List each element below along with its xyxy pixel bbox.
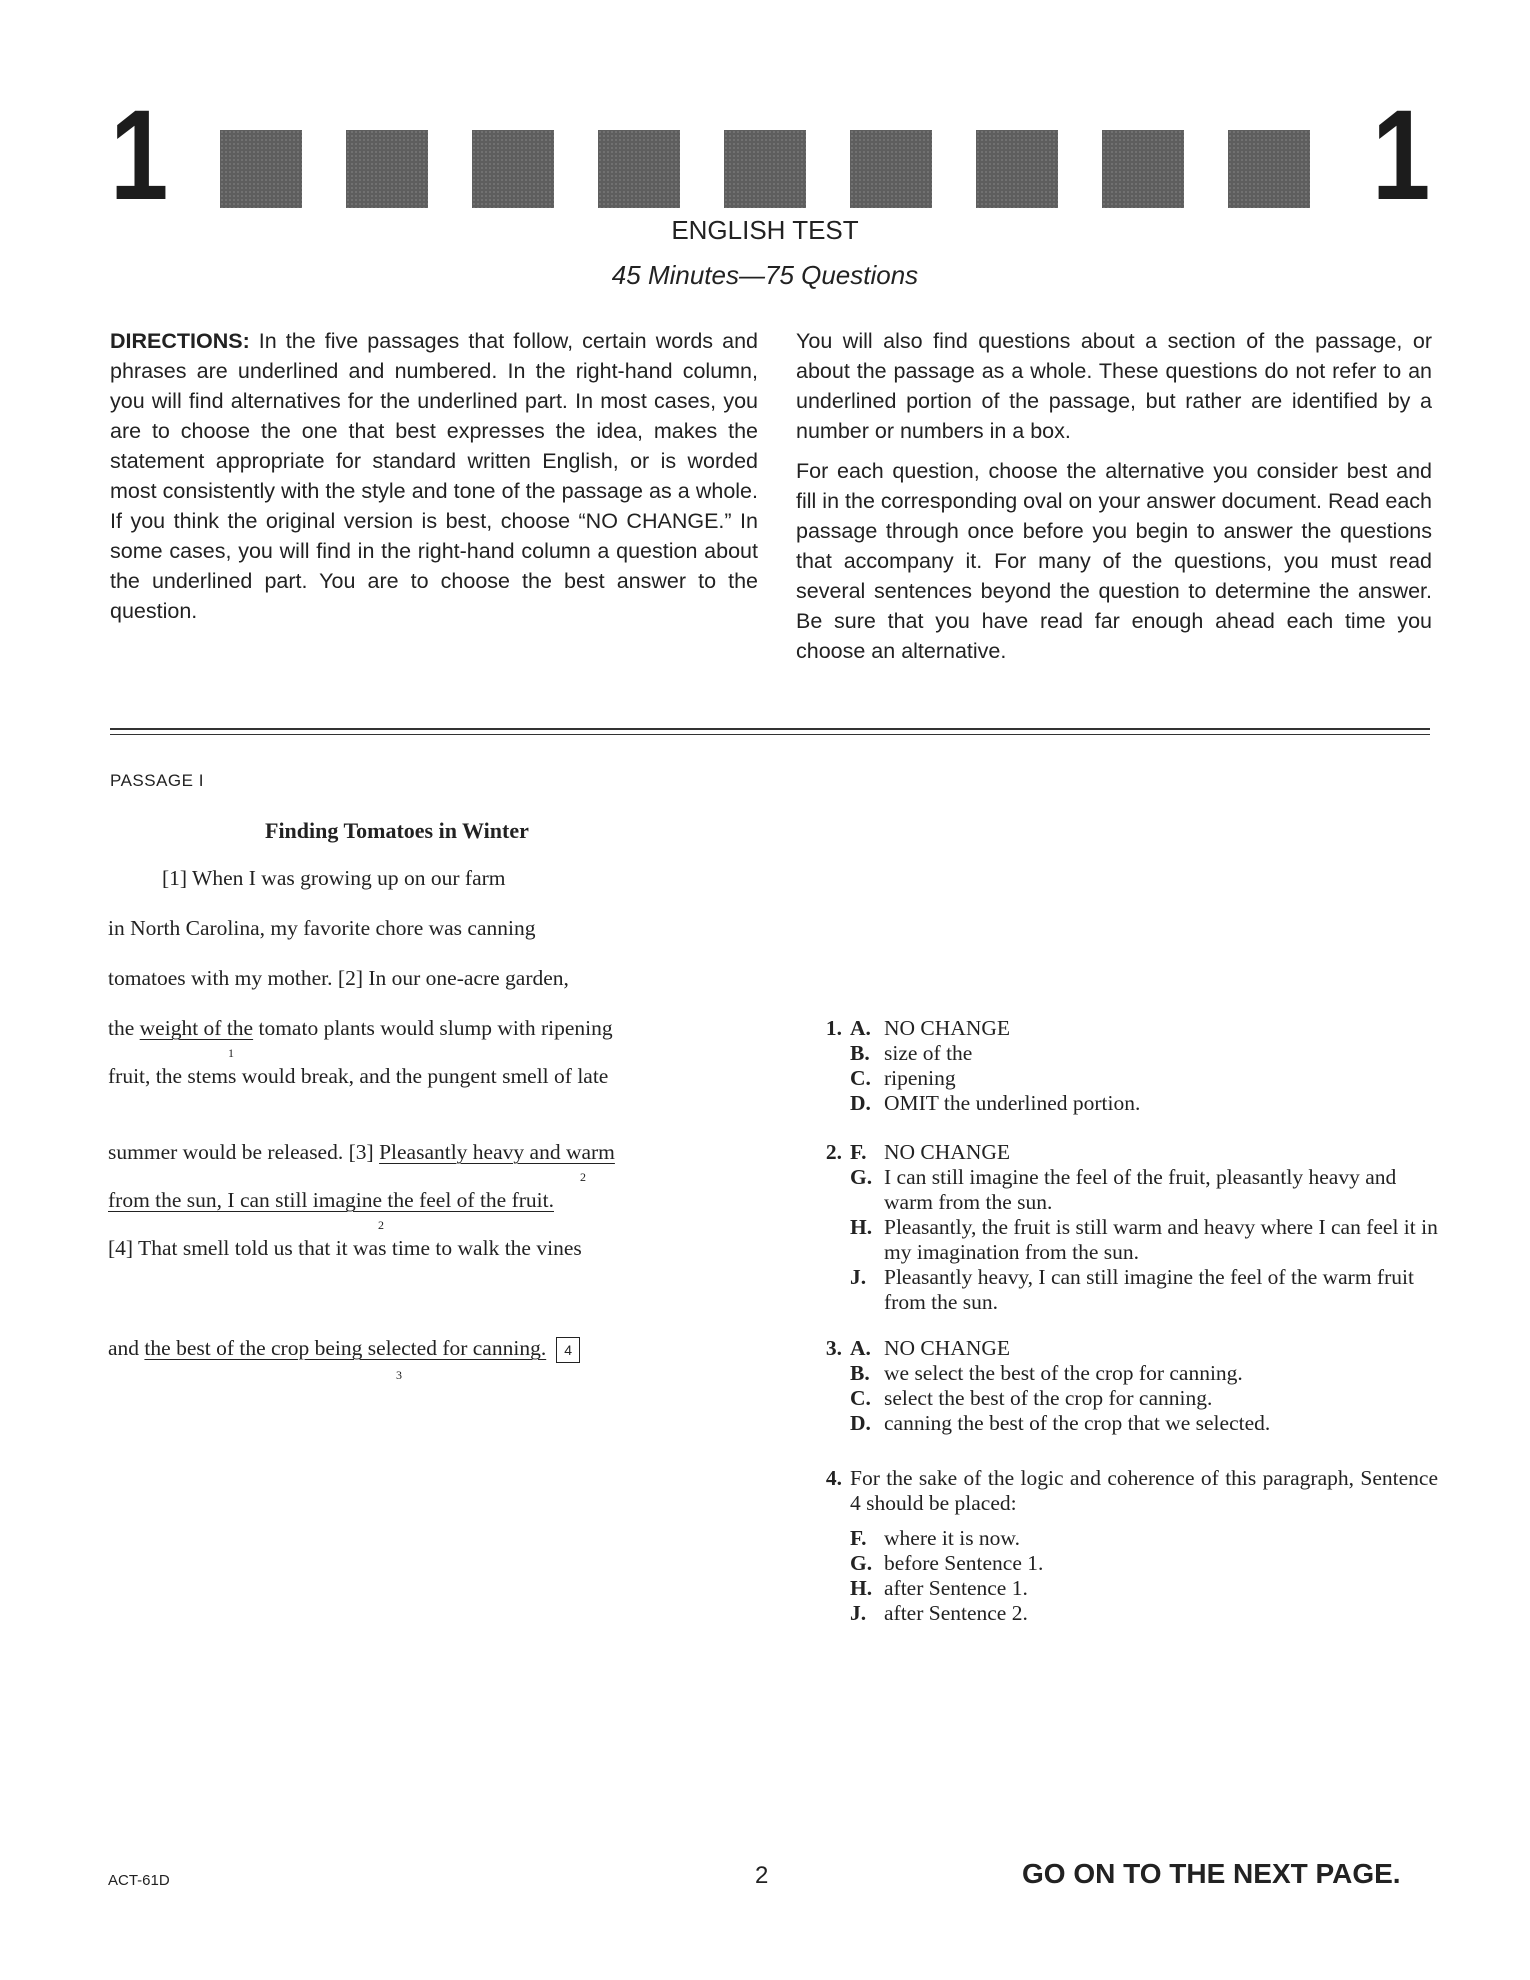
question-number: 2.: [825, 1140, 842, 1164]
divider-rule: [110, 728, 1430, 730]
header-square: [598, 130, 680, 208]
passage-label: PASSAGE I: [110, 771, 204, 790]
option-text: select the best of the crop for canning.: [884, 1386, 1213, 1410]
passage-line: [108, 1016, 613, 1041]
option-letter[interactable]: H.: [850, 1215, 873, 1239]
section-number-left: 1: [110, 84, 169, 227]
option-text: Pleasantly, the fruit is still warm and heavy where I can feel it in my imagination from the sun.: [884, 1215, 1438, 1264]
header-square: [220, 130, 302, 208]
directions-right-para-1: You will also find questions about a section of the passage, or about the passage as a whole. These questions do not refer to an underlined portion of the passage, but rather are identified by a number or numbers in a box.: [796, 329, 1432, 443]
passage-text: tomato plants would slump with ripening: [253, 1016, 613, 1040]
option-text: size of the: [884, 1041, 973, 1065]
passage-line: [108, 1336, 580, 1363]
header-square: [1228, 130, 1310, 208]
option-text: where it is now.: [884, 1526, 1020, 1550]
passage-text: and: [108, 1336, 145, 1360]
option-text: before Sentence 1.: [884, 1551, 1044, 1575]
page-number: 2: [755, 1862, 769, 1889]
passage-text: the: [108, 1016, 140, 1040]
question-stem: For the sake of the logic and coherence of this paragraph, Sentence 4 should be placed:: [850, 1466, 1438, 1515]
option-letter[interactable]: A.: [850, 1336, 871, 1360]
option-text: NO CHANGE: [884, 1016, 1011, 1040]
underlined-portion-3: the best of the crop being selected for canning.: [144, 1336, 547, 1360]
passage-text: summer would be released. [3]: [108, 1140, 380, 1164]
option-text: canning the best of the crop that we selected.: [884, 1411, 1271, 1435]
option-letter[interactable]: D.: [850, 1091, 871, 1115]
header-squares: [220, 130, 1310, 208]
option-text: NO CHANGE: [884, 1140, 1011, 1164]
option-text: OMIT the underlined portion.: [884, 1091, 1141, 1115]
directions-right-para-2: For each question, choose the alternative you consider best and fill in the corresponding oval on your answer document. Read each passage through once before you begin to answer the questions that accompany it. For many of the questions, you must read several sentences beyond the question to determine the answer. Be sure that you have read far enough ahead each time you choose an alternative.: [796, 459, 1432, 663]
boxed-question-number: 4: [556, 1337, 580, 1363]
question-4: [806, 1466, 1438, 1626]
test-subtitle: 45 Minutes—75 Questions: [611, 260, 919, 290]
header-square: [1102, 130, 1184, 208]
question-3: [806, 1336, 1438, 1436]
directions-left: [110, 326, 758, 636]
header-square: [850, 130, 932, 208]
underline-number-2: 2: [378, 1218, 384, 1232]
option-text: I can still imagine the feel of the fruit, pleasantly heavy and warm from the sun.: [884, 1165, 1397, 1214]
underlined-portion-2: Pleasantly heavy and warm: [379, 1140, 615, 1164]
option-letter[interactable]: F.: [850, 1526, 867, 1550]
divider-rule-thin: [110, 734, 1430, 735]
passage-line: [108, 1140, 615, 1165]
question-1: [806, 1016, 1438, 1116]
header-square: [976, 130, 1058, 208]
option-letter[interactable]: B.: [850, 1041, 870, 1065]
passage-line: [1] When I was growing up on our farm: [162, 866, 506, 890]
underlined-portion-1: weight of the: [139, 1016, 254, 1040]
question-number: 4.: [825, 1466, 842, 1490]
passage-line: tomatoes with my mother. [2] In our one-acre garden,: [108, 966, 569, 990]
passage-line: [4] That smell told us that it was time to walk the vines: [108, 1236, 582, 1260]
option-text: we select the best of the crop for canning.: [884, 1361, 1243, 1385]
directions-left-text: In the five passages that follow, certain words and phrases are underlined and numbered. In the right-hand column, you will find alternatives for the underlined part. In most cases, you are to choose the one that best expresses the idea, makes the statement appropriate for standard written English, or is worded most consistently with the style and tone of the passage as a whole. If you think the original version is best, choose “NO CHANGE.” In some cases, you will find in the right-hand column a question about the underlined part. You are to choose the best answer to the question.: [110, 329, 758, 623]
question-number: 1.: [825, 1016, 842, 1040]
underlined-portion-2: from the sun, I can still imagine the feel of the fruit.: [108, 1188, 554, 1212]
option-letter[interactable]: G.: [850, 1165, 873, 1189]
option-letter[interactable]: D.: [850, 1411, 871, 1435]
option-text: NO CHANGE: [884, 1336, 1011, 1360]
option-letter[interactable]: C.: [850, 1386, 871, 1410]
underline-number-2: 2: [580, 1170, 586, 1184]
option-letter[interactable]: C.: [850, 1066, 871, 1090]
option-letter[interactable]: H.: [850, 1576, 873, 1600]
option-letter[interactable]: J.: [850, 1601, 867, 1625]
question-number: 3.: [825, 1336, 842, 1360]
test-title: ENGLISH TEST: [671, 215, 859, 245]
option-text: after Sentence 2.: [884, 1601, 1028, 1625]
option-text: Pleasantly heavy, I can still imagine the feel of the warm fruit from the sun.: [884, 1265, 1414, 1314]
next-page-notice: GO ON TO THE NEXT PAGE.: [1022, 1858, 1401, 1889]
passage-title: Finding Tomatoes in Winter: [265, 818, 529, 843]
passage-line: fruit, the stems would break, and the pungent smell of late: [108, 1064, 609, 1088]
header-square: [724, 130, 806, 208]
section-number-right: 1: [1372, 84, 1431, 227]
option-text: ripening: [884, 1066, 956, 1090]
directions-right: [796, 326, 1432, 676]
form-code: ACT-61D: [108, 1872, 170, 1889]
passage-line: in North Carolina, my favorite chore was canning: [108, 916, 536, 940]
option-letter[interactable]: J.: [850, 1265, 867, 1289]
option-letter[interactable]: G.: [850, 1551, 873, 1575]
header-square: [346, 130, 428, 208]
header-square: [472, 130, 554, 208]
underline-number-1: 1: [228, 1046, 234, 1060]
option-letter[interactable]: A.: [850, 1016, 871, 1040]
option-letter[interactable]: F.: [850, 1140, 867, 1164]
directions-label: DIRECTIONS:: [110, 329, 250, 353]
passage-line: [108, 1188, 554, 1213]
option-text: after Sentence 1.: [884, 1576, 1028, 1600]
question-2: [806, 1140, 1438, 1315]
option-letter[interactable]: B.: [850, 1361, 870, 1385]
underline-number-3: 3: [396, 1368, 402, 1382]
